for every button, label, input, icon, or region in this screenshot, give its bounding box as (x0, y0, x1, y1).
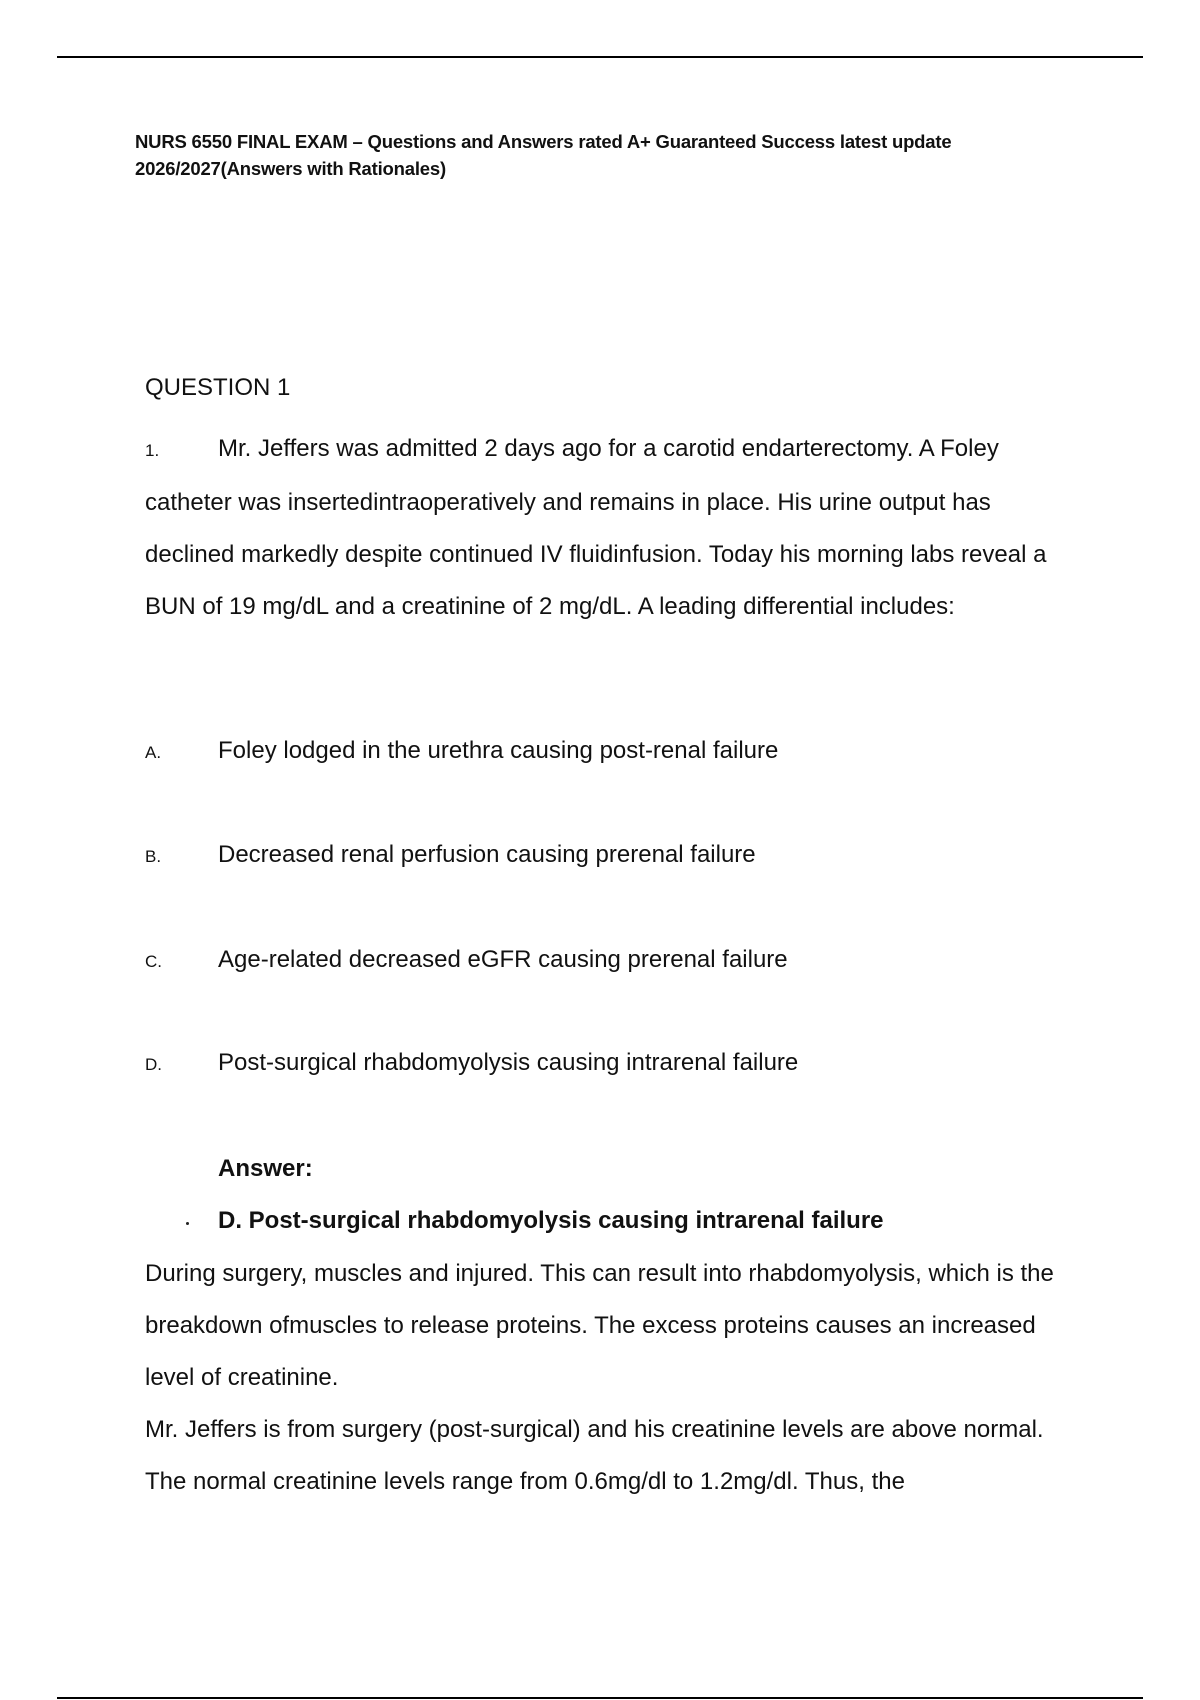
option-letter: B. (145, 847, 162, 866)
top-divider (57, 56, 1143, 58)
rationale-block (145, 1248, 1085, 1508)
rationale-paragraph: Mr. Jeffers is from surgery (post-surgical) and his creatinine levels are above normal. The normal creatinine levels range from 0.6mg/dl to 1.2mg/dl. Thus, the (145, 1416, 1044, 1495)
option-text: Foley lodged in the urethra causing post-renal failure (218, 737, 779, 764)
bullet-icon (186, 1222, 189, 1225)
option-letter: D. (145, 1055, 162, 1074)
answer-label: Answer: (218, 1155, 313, 1182)
document-title: NURS 6550 FINAL EXAM – Questions and Answers rated A+ Guaranteed Success latest update 2026/2027(Answers with Rationales) (135, 131, 952, 179)
bottom-divider (57, 1697, 1143, 1699)
option-b (145, 839, 756, 873)
option-text: Decreased renal perfusion causing prerenal failure (218, 841, 756, 868)
option-letter: A. (145, 743, 162, 762)
option-text: Post-surgical rhabdomyolysis causing intrarenal failure (218, 1049, 799, 1076)
option-d (145, 1047, 798, 1081)
question-heading: QUESTION 1 (145, 374, 291, 401)
question-text-block (145, 423, 1075, 633)
option-c (145, 944, 788, 978)
question-text: Mr. Jeffers was admitted 2 days ago for a carotid endarterectomy. A Foley catheter was insertedintraoperatively and remains in place. His urine output has declined markedly despite continued IV fluidinfusion. Today his morning labs reveal a BUN of 19 mg/dL and a creatinine of 2 mg/dL. A leading differential includes: (145, 435, 1047, 620)
option-text: Age-related decreased eGFR causing prerenal failure (218, 946, 788, 973)
option-letter: C. (145, 952, 162, 971)
rationale-paragraph: During surgery, muscles and injured. This can result into rhabdomyolysis, which is the breakdown ofmuscles to release proteins. The excess proteins causes an increased level of creatinine. (145, 1260, 1054, 1391)
option-a (145, 735, 778, 769)
question-number: 1. (145, 441, 160, 460)
answer-value: D. Post-surgical rhabdomyolysis causing intrarenal failure (218, 1207, 884, 1234)
